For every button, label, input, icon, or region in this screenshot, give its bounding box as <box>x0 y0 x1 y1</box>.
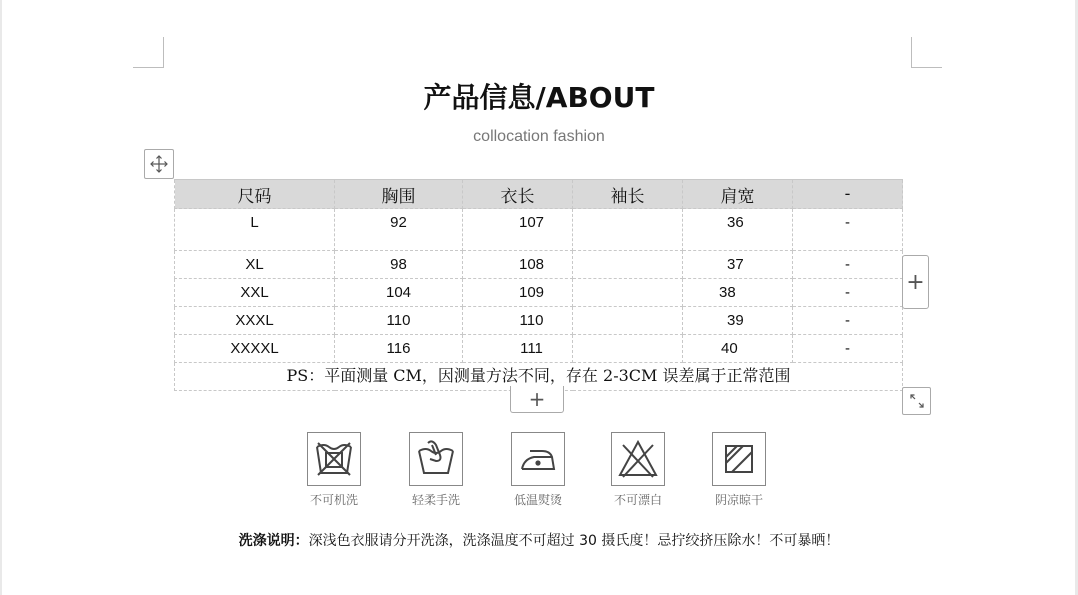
shade-dry-icon <box>717 437 761 481</box>
cell-shoulder[interactable]: 36 <box>683 209 793 251</box>
cell-length[interactable]: 111 <box>463 335 573 363</box>
care-label: 阴凉晾干 <box>714 493 763 507</box>
care-label: 不可漂白 <box>613 493 662 507</box>
table-row <box>175 335 903 363</box>
no-machine-wash-icon <box>312 437 356 481</box>
plus-icon: + <box>528 387 546 411</box>
page-subtitle: collocation fashion <box>473 128 605 145</box>
wash-instructions-label: 洗涤说明： <box>238 533 309 549</box>
cell-size[interactable]: XXXL <box>175 307 335 335</box>
table-row <box>175 307 903 335</box>
no-bleach-icon <box>616 437 660 481</box>
cell-extra[interactable]: - <box>793 307 903 335</box>
add-column-button[interactable] <box>902 255 929 309</box>
header-sleeve[interactable]: 袖长 <box>573 180 683 209</box>
cell-chest[interactable]: 116 <box>335 335 463 363</box>
cell-shoulder[interactable]: 37 <box>683 251 793 279</box>
cell-length[interactable]: 107 <box>463 209 573 251</box>
care-label: 低温熨烫 <box>513 493 562 507</box>
cell-chest[interactable]: 104 <box>335 279 463 307</box>
wash-instructions <box>0 530 1078 550</box>
move-arrows-icon <box>149 154 169 174</box>
care-item-no-bleach <box>611 432 665 508</box>
header-length[interactable]: 衣长 <box>463 180 573 209</box>
cell-shoulder[interactable]: 40 <box>683 335 793 363</box>
care-label: 轻柔手洗 <box>411 493 460 507</box>
table-resize-handle[interactable] <box>902 387 931 415</box>
header-size[interactable]: 尺码 <box>175 180 335 209</box>
cell-sleeve[interactable] <box>573 335 683 363</box>
page-corner-top-right <box>911 37 942 68</box>
cell-size[interactable]: XXXXL <box>175 335 335 363</box>
table-row <box>175 209 903 251</box>
cell-chest[interactable]: 92 <box>335 209 463 251</box>
care-item-gentle-hand-wash <box>409 432 463 508</box>
resize-arrows-icon <box>908 392 926 410</box>
cell-chest[interactable]: 110 <box>335 307 463 335</box>
cell-extra[interactable]: - <box>793 335 903 363</box>
header-shoulder[interactable]: 肩宽 <box>683 180 793 209</box>
table-row <box>175 279 903 307</box>
wash-instructions-text: 深浅色衣服请分开洗涤，洗涤温度不可超过 30 摄氏度！忌拧绞挤压除水！不可暴晒！ <box>308 533 840 549</box>
cell-size[interactable]: XL <box>175 251 335 279</box>
page-corner-top-left <box>133 37 164 68</box>
cell-length[interactable]: 108 <box>463 251 573 279</box>
cell-size[interactable]: XXL <box>175 279 335 307</box>
plus-icon: + <box>906 269 925 295</box>
cell-shoulder[interactable]: 39 <box>683 307 793 335</box>
measurement-note[interactable]: PS：平面测量 CM，因测量方法不同，存在 2-3CM 误差属于正常范围 <box>175 363 903 391</box>
cell-sleeve[interactable] <box>573 279 683 307</box>
cell-sleeve[interactable] <box>573 209 683 251</box>
cell-length[interactable]: 109 <box>463 279 573 307</box>
header-chest[interactable]: 胸围 <box>335 180 463 209</box>
care-item-shade-dry <box>712 432 766 508</box>
care-item-no-machine-wash <box>307 432 361 508</box>
cell-sleeve[interactable] <box>573 251 683 279</box>
gentle-hand-wash-icon <box>414 437 458 481</box>
cell-sleeve[interactable] <box>573 307 683 335</box>
table-header-row <box>175 180 903 209</box>
cell-extra[interactable]: - <box>793 209 903 251</box>
cell-extra[interactable]: - <box>793 251 903 279</box>
size-table <box>174 179 903 391</box>
header-extra[interactable]: - <box>793 180 903 209</box>
care-label: 不可机洗 <box>309 493 358 507</box>
cell-chest[interactable]: 98 <box>335 251 463 279</box>
page-title: 产品信息/ABOUT <box>423 81 655 114</box>
cell-extra[interactable]: - <box>793 279 903 307</box>
table-row <box>175 251 903 279</box>
table-move-handle[interactable] <box>144 149 174 179</box>
add-row-button[interactable] <box>510 386 564 413</box>
low-temp-iron-icon <box>516 437 560 481</box>
cell-length[interactable]: 110 <box>463 307 573 335</box>
cell-size[interactable]: L <box>175 209 335 251</box>
cell-shoulder[interactable]: 38 <box>683 279 793 307</box>
care-item-low-temp-iron <box>511 432 565 508</box>
